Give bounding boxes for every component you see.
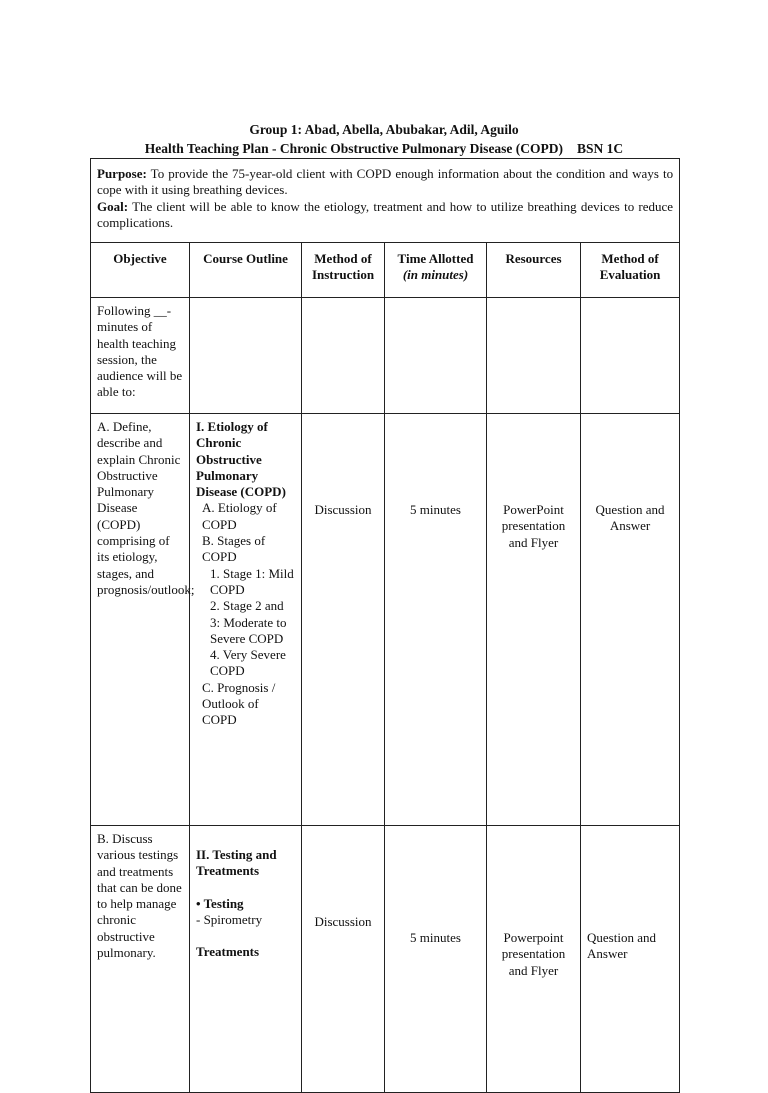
header-time-allotted	[385, 243, 487, 298]
header-method-instruction-line2: Instruction	[311, 267, 375, 283]
header-method-evaluation-line1: Method of	[601, 251, 659, 266]
objective-b: B. Discuss various testings and treatments that can be done to help manage chronic obstructive pulmonary.	[91, 826, 190, 1093]
purpose-goal-row	[91, 159, 680, 243]
outline-a-item: 2. Stage 2 and 3: Moderate to Severe COPD	[210, 598, 287, 646]
intro-objective: Following __-minutes of health teaching session, the audience will be able to:	[91, 298, 190, 414]
outline-a-item: 4. Very Severe COPD	[210, 647, 286, 679]
table-row-objective-b	[91, 826, 680, 1093]
goal-label: Goal:	[97, 198, 129, 214]
evaluation-a: Question and Answer	[581, 414, 680, 826]
resources-b: Powerpoint presentation and Flyer	[487, 826, 581, 1093]
method-a: Discussion	[302, 414, 385, 826]
empty-cell	[190, 298, 302, 414]
empty-cell	[302, 298, 385, 414]
empty-cell	[581, 298, 680, 414]
goal-text: The client will be able to know the etiology, treatment and how to utilize breathing devices to reduce complications.	[97, 198, 674, 230]
outline-a-item: C. Prognosis / Outlook of COPD	[202, 679, 276, 728]
header-time-unit: (in minutes)	[402, 267, 469, 283]
header-resources: Resources	[487, 243, 581, 298]
purpose-paragraph	[97, 166, 673, 199]
header-method-evaluation	[581, 243, 680, 298]
resources-a: PowerPoint presentation and Flyer	[487, 414, 581, 826]
column-header-row	[91, 243, 680, 298]
header-objective: Objective	[91, 243, 190, 298]
outline-a-item: A. Etiology of COPD	[202, 500, 277, 532]
purpose-label: Purpose:	[97, 166, 147, 181]
outline-b-title: II. Testing and Treatments	[196, 847, 277, 879]
outline-b-testing: • Testing	[196, 895, 244, 911]
section-label: BSN 1C	[577, 141, 624, 156]
outline-a-title: I. Etiology of Chronic Obstructive Pulmonary Disease (COPD)	[196, 419, 286, 500]
purpose-goal-cell	[91, 159, 680, 243]
group-members-heading: Group 1: Abad, Abella, Abubakar, Adil, Aguilo	[249, 122, 519, 137]
outline-b-testing-item: - Spirometry	[196, 911, 263, 927]
document-title	[0, 141, 768, 157]
method-b: Discussion	[302, 826, 385, 1093]
outline-b-treatments: Treatments	[196, 944, 260, 960]
outline-a-item: 1. Stage 1: Mild COPD	[210, 565, 294, 597]
evaluation-b: Question and Answer	[581, 826, 680, 1093]
goal-paragraph	[97, 199, 673, 232]
header-course-outline: Course Outline	[190, 243, 302, 298]
objective-a: A. Define, describe and explain Chronic Obstructive Pulmonary Disease (COPD) comprising of its etiology, stages, and prognosis/outlook;	[91, 414, 190, 826]
header-method-instruction-line1: Method of	[314, 251, 372, 266]
table-row-objective-a	[91, 414, 680, 826]
table-row-intro	[91, 298, 680, 414]
outline-a-item: B. Stages of COPD	[202, 533, 266, 565]
header-method-evaluation-line2: Evaluation	[599, 267, 661, 283]
outline-b	[190, 826, 302, 1093]
outline-a	[190, 414, 302, 826]
health-teaching-plan-table	[90, 158, 680, 1093]
header-time-allotted-line1: Time Allotted	[397, 251, 474, 266]
time-b: 5 minutes	[385, 826, 487, 1093]
header-method-instruction	[302, 243, 385, 298]
empty-cell	[487, 298, 581, 414]
purpose-text: To provide the 75-year-old client with COPD enough information about the condition and ways to cope with it using breathing devices.	[97, 166, 674, 198]
empty-cell	[385, 298, 487, 414]
plan-title: Health Teaching Plan - Chronic Obstructive Pulmonary Disease (COPD)	[144, 141, 564, 156]
time-a: 5 minutes	[385, 414, 487, 826]
